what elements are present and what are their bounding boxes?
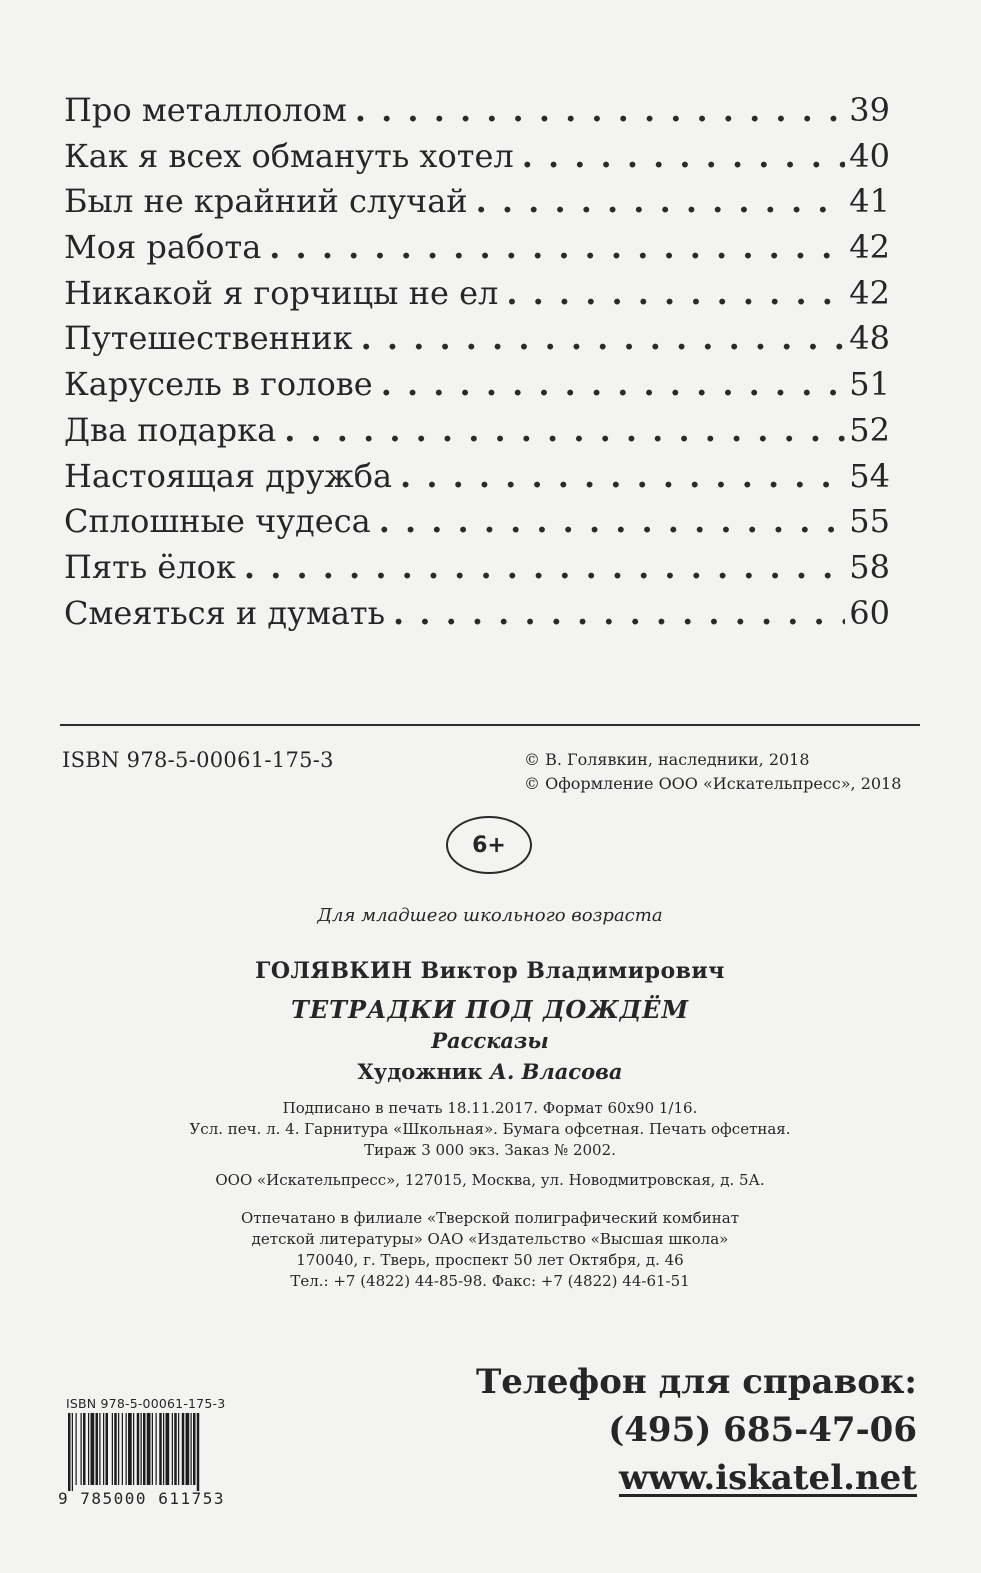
toc-entry-page: 40 — [849, 136, 890, 175]
printer-info-line: 170040, г. Тверь, проспект 50 лет Октября, д. 46 — [296, 1251, 684, 1269]
barcode-bar — [91, 1413, 95, 1485]
toc-entry-title: Про металлолом — [64, 91, 347, 129]
toc-leader-dots — [476, 179, 846, 225]
toc-entry — [64, 591, 890, 637]
printer-info-line: детской литературы» ОАО «Издательство «Высшая школа» — [251, 1230, 729, 1248]
print-info-line: Тираж 3 000 экз. Заказ № 2002. — [364, 1141, 616, 1159]
table-of-contents — [64, 88, 890, 636]
book-title: ТЕТРАДКИ ПОД ДОЖДЁМ — [290, 995, 690, 1024]
toc-leader-dots — [244, 545, 845, 591]
barcode-bar — [118, 1413, 119, 1485]
toc-leader-dots — [361, 316, 846, 362]
toc-entry — [64, 545, 890, 591]
barcode-bar — [147, 1413, 151, 1485]
barcode-digits: 9 785000 611753 — [58, 1489, 225, 1508]
barcode-bar — [172, 1413, 173, 1485]
audience-note: Для младшего школьного возраста — [317, 905, 663, 926]
copyright-line: © Оформление ООО «Искательпресс», 2018 — [524, 774, 902, 793]
toc-leader-dots — [381, 362, 846, 408]
toc-entry-page: 55 — [849, 502, 890, 541]
toc-entry-page: 42 — [849, 273, 890, 312]
toc-leader-dots — [400, 454, 845, 500]
toc-entry — [64, 454, 890, 500]
toc-entry-page: 52 — [849, 410, 890, 449]
isbn-barcode — [58, 1395, 248, 1508]
toc-entry — [64, 408, 890, 454]
barcode-bar — [163, 1413, 164, 1485]
barcode-bar — [193, 1413, 196, 1485]
toc-entry-page: 54 — [849, 456, 890, 495]
toc-entry-title: Настоящая дружба — [64, 456, 393, 495]
toc-leader-dots — [522, 134, 846, 180]
barcode-bar — [122, 1413, 123, 1485]
toc-leader-dots — [506, 271, 845, 317]
toc-entry-title: Был не крайний случай — [64, 182, 468, 221]
contact-info — [476, 1358, 917, 1502]
barcode-bar — [197, 1413, 200, 1491]
barcode-bar — [88, 1413, 89, 1485]
toc-leader-dots — [284, 408, 845, 454]
print-info-line: Усл. печ. л. 4. Гарнитура «Школьная». Бумага офсетная. Печать офсетная. — [189, 1120, 791, 1138]
barcode-bar — [174, 1413, 177, 1485]
toc-entry — [64, 134, 890, 180]
toc-entry — [64, 362, 890, 408]
print-specifications — [140, 1098, 840, 1161]
barcode-bar — [178, 1413, 179, 1485]
print-info-line: Подписано в печать 18.11.2017. Формат 60x90 1/16. — [282, 1099, 698, 1117]
toc-leader-dots — [269, 225, 845, 271]
barcode-bar — [126, 1413, 127, 1485]
barcode-bar — [166, 1413, 170, 1485]
toc-entry-title: Никакой я горчицы не ел — [64, 273, 499, 312]
toc-entry — [64, 88, 890, 134]
toc-entry-page: 48 — [849, 319, 890, 358]
website-link[interactable]: www.iskatel.net — [618, 1458, 917, 1498]
toc-entry-title: Сплошные чудеса — [64, 502, 371, 541]
barcode-bar — [68, 1413, 71, 1491]
barcode-bar — [81, 1413, 82, 1485]
contact-label: Телефон для справок: — [476, 1362, 917, 1402]
copyright-line: © В. Голявкин, наследники, 2018 — [524, 750, 810, 769]
barcode-isbn-text: ISBN 978-5-00061-175-3 — [66, 1396, 226, 1411]
barcode-bar — [137, 1413, 140, 1485]
printer-info — [140, 1208, 840, 1292]
barcode-bar — [133, 1413, 134, 1485]
barcode-bar — [112, 1413, 113, 1485]
barcode-bar — [103, 1413, 104, 1485]
toc-entry — [64, 271, 890, 317]
isbn-number: ISBN 978-5-00061-175-3 — [62, 748, 334, 772]
toc-entry-title: Карусель в голове — [64, 365, 373, 404]
toc-entry — [64, 179, 890, 225]
book-genre: Рассказы — [431, 1028, 549, 1053]
toc-entry — [64, 499, 890, 545]
toc-entry-page: 39 — [849, 91, 890, 129]
barcode-bar — [106, 1413, 109, 1485]
barcode-bar — [191, 1413, 192, 1485]
barcode-bar — [159, 1413, 162, 1485]
author-name: ГОЛЯВКИН Виктор Владимирович — [255, 958, 725, 984]
illustrator-label: Художник — [357, 1059, 483, 1084]
toc-leader-dots — [379, 499, 846, 545]
toc-entry-page: 41 — [849, 182, 890, 221]
toc-entry-page: 60 — [849, 593, 890, 632]
barcode-bar — [141, 1413, 142, 1485]
barcode-bar — [182, 1413, 185, 1485]
toc-entry — [64, 316, 890, 362]
barcode-bar — [96, 1413, 99, 1485]
barcode-bar — [114, 1413, 117, 1485]
toc-entry-title: Смеяться и думать — [64, 593, 386, 632]
age-rating-badge: 6+ — [446, 816, 532, 874]
barcode-bar — [156, 1413, 157, 1485]
toc-entry-title: Путешественник — [64, 319, 353, 358]
toc-leader-dots — [355, 88, 845, 134]
printer-info-line: Отпечатано в филиале «Тверской полиграфический комбинат — [240, 1209, 739, 1227]
barcode-bar — [72, 1413, 73, 1491]
barcode-bar — [83, 1413, 86, 1485]
illustrator-credit — [140, 1059, 840, 1084]
toc-entry — [64, 225, 890, 271]
toc-entry-title: Моя работа — [64, 228, 262, 267]
barcode-bar — [186, 1413, 190, 1485]
toc-entry-title: Пять ёлок — [64, 547, 236, 586]
illustrator-name: А. Власова — [489, 1059, 623, 1084]
horizontal-divider — [60, 724, 920, 726]
toc-entry-page: 51 — [849, 365, 890, 404]
toc-leader-dots — [393, 591, 845, 637]
barcode-bar — [152, 1413, 153, 1485]
publisher-address: ООО «Искательпресс», 127015, Москва, ул. Новодмитровская, д. 5А. — [215, 1171, 765, 1189]
toc-entry-title: Два подарка — [64, 410, 277, 449]
contact-phone: (495) 685-47-06 — [608, 1410, 917, 1450]
printer-info-line: Тел.: +7 (4822) 44-85-98. Факс: +7 (4822) 44-61-51 — [290, 1272, 690, 1290]
barcode-bar — [128, 1413, 132, 1485]
copyright-notice — [524, 748, 901, 796]
barcode-bar — [76, 1413, 77, 1485]
toc-entry-page: 58 — [849, 547, 890, 586]
toc-entry-page: 42 — [849, 228, 890, 267]
barcode-bars — [66, 1413, 248, 1491]
toc-entry-title: Как я всех обмануть хотел — [64, 136, 514, 175]
barcode-bar — [99, 1413, 100, 1485]
barcode-bar — [143, 1413, 146, 1485]
